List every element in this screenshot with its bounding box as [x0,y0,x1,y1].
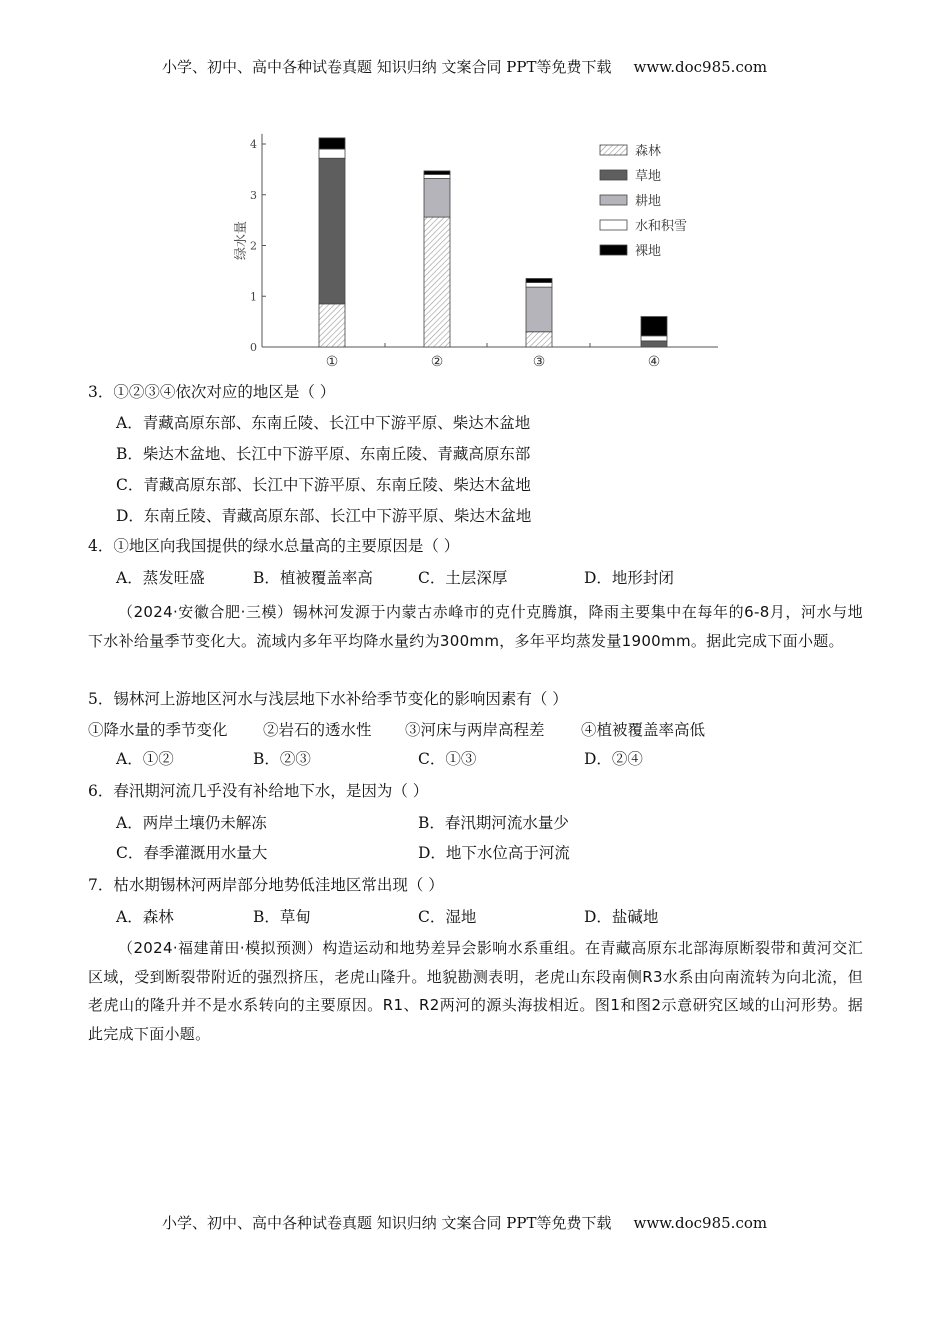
header-link[interactable]: www.doc985.com [633,58,768,76]
q5-item-1: ①降水量的季节变化 [88,721,228,739]
bar-segment-森林 [424,217,450,347]
x-tick-label: ④ [647,354,661,370]
bar-segment-草地 [641,341,667,347]
bar-segment-水和积雪 [319,149,345,158]
bar-segment-裸地 [424,171,450,175]
q5-option-d[interactable]: D．②④ [584,750,643,768]
bar-segment-裸地 [526,278,552,282]
q4-option-b[interactable]: B．植被覆盖率高 [253,569,373,587]
page-header [162,57,767,77]
q7-option-c[interactable]: C．湿地 [418,908,477,926]
legend-swatch [600,145,627,155]
q4-option-c[interactable]: C．土层深厚 [418,569,508,587]
q7-option-b[interactable]: B．草甸 [253,908,311,926]
legend-label: 耕地 [635,194,662,209]
bar-segment-水和积雪 [526,283,552,288]
footer-link[interactable]: www.doc985.com [633,1214,768,1232]
bar-segment-耕地 [424,179,450,218]
y-tick-label: 1 [250,290,257,304]
legend-swatch [600,245,627,255]
q6-option-c[interactable]: C．春季灌溉用水量大 [116,844,268,862]
q6-option-b[interactable]: B．春汛期河流水量少 [418,814,569,832]
q3-option-a[interactable]: A．青藏高原东部、东南丘陵、长江中下游平原、柴达木盆地 [116,414,531,432]
q7-stem: 7．枯水期锡林河两岸部分地势低洼地区常出现（ ） [88,876,444,894]
q3-stem: 3．①②③④依次对应的地区是（ ） [88,383,336,401]
y-tick-label: 0 [250,341,257,354]
q5-item-2: ②岩石的透水性 [263,721,372,739]
bar-segment-森林 [526,332,552,347]
q5-option-c[interactable]: C．①③ [418,750,477,768]
bar-segment-草地 [319,158,345,304]
bar-segment-森林 [319,304,345,347]
x-tick-label: ① [325,354,339,370]
y-tick-label: 4 [250,138,257,151]
bar-segment-裸地 [641,317,667,336]
legend-label: 草地 [635,169,662,184]
bar-segment-裸地 [319,138,345,149]
q5-stem: 5．锡林河上游地区河水与浅层地下水补给季节变化的影响因素有（ ） [88,690,568,708]
legend-swatch [600,220,627,230]
bar-segment-水和积雪 [424,174,450,178]
q6-stem: 6．春汛期河流几乎没有补给地下水，是因为（ ） [88,782,429,800]
legend-swatch [600,195,627,205]
q3-option-b[interactable]: B．柴达木盆地、长江中下游平原、东南丘陵、青藏高原东部 [116,445,531,463]
y-axis-label: 绿水量 [234,220,249,260]
footer-text: 小学、初中、高中各种试卷真题 知识归纳 文案合同 PPT等免费下载 [162,1214,612,1232]
q4-stem: 4．①地区向我国提供的绿水总量高的主要原因是（ ） [88,537,460,555]
q5-option-b[interactable]: B．②③ [253,750,311,768]
bar-segment-耕地 [526,287,552,332]
y-tick-label: 3 [250,188,257,202]
y-tick-label: 2 [250,239,257,253]
q3-option-c[interactable]: C．青藏高原东部、长江中下游平原、东南丘陵、柴达木盆地 [116,476,531,494]
x-tick-label: ③ [532,354,546,370]
q4-option-a[interactable]: A．蒸发旺盛 [116,569,205,587]
legend-swatch [600,170,627,180]
green-water-chart [225,125,735,375]
bar-segment-水和积雪 [641,336,667,341]
legend-label: 裸地 [635,244,662,259]
q6-option-d[interactable]: D．地下水位高于河流 [418,844,570,862]
q5-item-3: ③河床与两岸高程差 [405,721,545,739]
page-footer [162,1213,767,1233]
q7-option-d[interactable]: D．盐碱地 [584,908,659,926]
q5-option-a[interactable]: A．①② [116,750,174,768]
q3-option-d[interactable]: D．东南丘陵、青藏高原东部、长江中下游平原、柴达木盆地 [116,507,532,525]
q7-option-a[interactable]: A．森林 [116,908,174,926]
legend-label: 森林 [635,144,662,159]
q6-option-a[interactable]: A．两岸土壤仍未解冻 [116,814,267,832]
header-text: 小学、初中、高中各种试卷真题 知识归纳 文案合同 PPT等免费下载 [162,58,612,76]
legend-label: 水和积雪 [635,219,688,234]
q4-option-d[interactable]: D．地形封闭 [584,569,674,587]
q5-item-4: ④植被覆盖率高低 [581,721,706,739]
passage-xilin-river: （2024·安徽合肥·三模）锡林河发源于内蒙古赤峰市的克什克腾旗，降雨主要集中在每年的6-8月，河水与地下水补给量季节变化大。流域内多年平均降水量约为300mm，多年平均蒸发量1900mm。据此完成下面小题。 [88,603,863,650]
x-tick-label: ② [430,354,444,370]
passage-laohushan: （2024·福建莆田·模拟预测）构造运动和地势差异会影响水系重组。在青藏高原东北部海原断裂带和黄河交汇区域，受到断裂带附近的强烈挤压，老虎山隆升。地貌勘测表明，老虎山东段南侧R3水系由向南流转为向北流，但老虎山的隆升并不是水系转向的主要原因。R1、R2两河的源头海拔相近。图1和图2示意研究区域的山河形势。据此完成下面小题。 [88,939,863,1043]
